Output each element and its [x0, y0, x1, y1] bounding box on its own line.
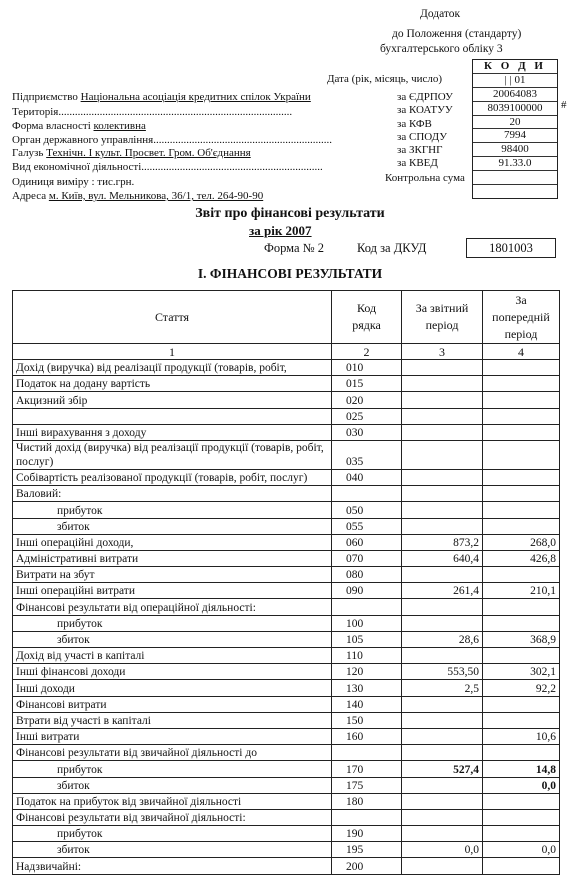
row-label: Інші операційні витрати — [13, 583, 332, 599]
row-label: Втрати від участі в капіталі — [13, 712, 332, 728]
header-code — [332, 291, 402, 344]
row-label: Фінансові результати від звичайної діяльності до — [13, 745, 332, 761]
annex-line-3: бухгалтерського обліку 3 — [380, 43, 503, 55]
row-code: 190 — [332, 826, 402, 842]
table-row — [13, 793, 560, 809]
table-row — [13, 631, 560, 647]
row-current-value — [402, 826, 483, 842]
code-zkgng: 98400 — [473, 143, 557, 157]
row-label: прибуток — [13, 826, 332, 842]
annex-line-1: Додаток — [420, 8, 461, 20]
report-period: за рік 2007 — [249, 223, 312, 238]
table-row — [13, 486, 560, 502]
row-current-value: 640,4 — [402, 550, 483, 566]
row-previous-value — [482, 712, 559, 728]
row-code — [332, 599, 402, 615]
table-row — [13, 745, 560, 761]
row-previous-value — [482, 440, 559, 469]
row-label: Валовий: — [13, 486, 332, 502]
row-label: Фінансові результати від операційної діяльності: — [13, 599, 332, 615]
row-code: 020 — [332, 392, 402, 408]
row-code: 180 — [332, 793, 402, 809]
enterprise-value: Національна асоціація кредитних спілок України — [80, 91, 311, 103]
row-code — [332, 809, 402, 825]
row-previous-value — [482, 826, 559, 842]
table-row — [13, 696, 560, 712]
row-previous-value — [482, 502, 559, 518]
territory-label: Територія..................................................................................... — [12, 106, 293, 118]
row-label: Акцизний збір — [13, 392, 332, 408]
row-current-value: 28,6 — [402, 631, 483, 647]
row-previous-value — [482, 518, 559, 534]
row-current-value — [402, 424, 483, 440]
header-previous — [482, 291, 559, 344]
row-current-value — [402, 712, 483, 728]
code-edrpou: 20064083 — [473, 88, 557, 102]
branch-value: Технічн. І культ. Просвет. Гром. Об'єднання — [46, 147, 251, 159]
col-num-2: 2 — [332, 344, 402, 360]
row-label: Інші витрати — [13, 728, 332, 744]
branch-label: Галузь — [12, 147, 44, 159]
dkud-code-box: 1801003 — [466, 238, 556, 258]
date-label: Дата (рік, місяць, число) — [327, 73, 443, 85]
row-previous-value: 268,0 — [482, 534, 559, 550]
report-title: Звіт про фінансові результати — [195, 206, 385, 221]
row-label: Дохід від участі в капіталі — [13, 648, 332, 664]
row-current-value: 553,50 — [402, 664, 483, 680]
row-previous-value: 302,1 — [482, 664, 559, 680]
row-previous-value: 210,1 — [482, 583, 559, 599]
table-row — [13, 376, 560, 392]
row-current-value — [402, 518, 483, 534]
row-label: прибуток — [13, 615, 332, 631]
table-row — [13, 392, 560, 408]
table-row — [13, 469, 560, 485]
table-row — [13, 842, 560, 858]
row-previous-value: 426,8 — [482, 550, 559, 566]
row-label: Інші фінансові доходи — [13, 664, 332, 680]
row-label: прибуток — [13, 761, 332, 777]
row-label: Податок на прибуток від звичайної діяльності — [13, 793, 332, 809]
row-label — [13, 408, 332, 424]
row-current-value: 873,2 — [402, 534, 483, 550]
row-code: 025 — [332, 408, 402, 424]
table-header-row — [13, 291, 560, 344]
row-code: 040 — [332, 469, 402, 485]
table-row — [13, 408, 560, 424]
header-previous-text: За попередній період — [492, 292, 550, 341]
table-row — [13, 761, 560, 777]
row-current-value — [402, 809, 483, 825]
section-title: І. ФІНАНСОВІ РЕЗУЛЬТАТИ — [197, 266, 383, 281]
row-label: Інші доходи — [13, 680, 332, 696]
table-row — [13, 534, 560, 550]
row-current-value — [402, 599, 483, 615]
row-label: Інші операційні доходи, — [13, 534, 332, 550]
row-current-value — [402, 745, 483, 761]
col-num-4: 4 — [482, 344, 559, 360]
table-row — [13, 518, 560, 534]
enterprise-row — [12, 91, 311, 103]
row-previous-value — [482, 486, 559, 502]
code-koatuu: 8039100000 — [473, 102, 557, 116]
row-previous-value — [482, 392, 559, 408]
row-code: 010 — [332, 360, 402, 376]
dkud-label: Код за ДКУД — [357, 241, 427, 255]
address-label: Адреса — [12, 190, 47, 202]
row-current-value — [402, 858, 483, 874]
table-row — [13, 648, 560, 664]
column-numbers-row — [13, 344, 560, 360]
row-previous-value — [482, 360, 559, 376]
table-row — [13, 680, 560, 696]
kfv-label: за КФВ — [397, 118, 432, 130]
row-code: 150 — [332, 712, 402, 728]
table-row — [13, 440, 560, 469]
row-code: 100 — [332, 615, 402, 631]
header-current-text: За звітний період — [415, 301, 469, 332]
row-current-value — [402, 696, 483, 712]
table-row — [13, 826, 560, 842]
row-previous-value: 10,6 — [482, 728, 559, 744]
row-previous-value: 0,0 — [482, 777, 559, 793]
row-label: прибуток — [13, 502, 332, 518]
row-label: Податок на додану вартість — [13, 376, 332, 392]
row-code: 160 — [332, 728, 402, 744]
row-previous-value — [482, 599, 559, 615]
col-num-3: 3 — [402, 344, 483, 360]
table-row — [13, 712, 560, 728]
code-kfv: 20 — [473, 116, 557, 130]
row-code: 070 — [332, 550, 402, 566]
code-control — [473, 171, 557, 185]
row-current-value: 2,5 — [402, 680, 483, 696]
row-code: 140 — [332, 696, 402, 712]
row-code: 195 — [332, 842, 402, 858]
row-code: 170 — [332, 761, 402, 777]
row-current-value — [402, 777, 483, 793]
row-previous-value — [482, 408, 559, 424]
table-row — [13, 599, 560, 615]
row-current-value — [402, 793, 483, 809]
row-label: Інші вирахування з доходу — [13, 424, 332, 440]
row-code: 200 — [332, 858, 402, 874]
row-code: 120 — [332, 664, 402, 680]
row-current-value — [402, 486, 483, 502]
table-row — [13, 615, 560, 631]
header-current — [402, 291, 483, 344]
row-previous-value — [482, 696, 559, 712]
row-label: збиток — [13, 842, 332, 858]
row-previous-value — [482, 424, 559, 440]
zkgng-label: за ЗКГНГ — [397, 144, 443, 156]
hash-mark: # — [561, 99, 567, 111]
row-previous-value — [482, 376, 559, 392]
address-row — [12, 190, 263, 202]
row-code: 055 — [332, 518, 402, 534]
table-row — [13, 567, 560, 583]
table-row — [13, 664, 560, 680]
table-row — [13, 583, 560, 599]
ownership-label: Форма власності — [12, 120, 91, 132]
table-row — [13, 424, 560, 440]
row-previous-value: 368,9 — [482, 631, 559, 647]
row-code — [332, 745, 402, 761]
row-label: Витрати на збут — [13, 567, 332, 583]
control-label: Контрольна сума — [385, 172, 465, 184]
row-label: Фінансові результати від звичайної діяльності: — [13, 809, 332, 825]
row-previous-value — [482, 809, 559, 825]
table-row — [13, 728, 560, 744]
row-code: 130 — [332, 680, 402, 696]
row-code: 030 — [332, 424, 402, 440]
codes-header: К О Д И — [473, 60, 557, 74]
row-code: 110 — [332, 648, 402, 664]
row-previous-value: 0,0 — [482, 842, 559, 858]
table-row — [13, 550, 560, 566]
table-row — [13, 809, 560, 825]
row-code: 035 — [332, 440, 402, 469]
row-current-value — [402, 615, 483, 631]
row-current-value — [402, 469, 483, 485]
row-current-value — [402, 728, 483, 744]
row-current-value — [402, 376, 483, 392]
annex-line-2: до Положення (стандарту) — [392, 28, 522, 40]
unit-label: Одиниця виміру : тис.грн. — [12, 176, 135, 188]
row-current-value — [402, 360, 483, 376]
address-value: м. Київ, вул. Мельникова, 36/1, тел. 264-90-90 — [48, 190, 264, 202]
row-label: збиток — [13, 777, 332, 793]
row-label: Надзвичайні: — [13, 858, 332, 874]
row-code: 090 — [332, 583, 402, 599]
row-current-value — [402, 440, 483, 469]
col-num-1: 1 — [13, 344, 332, 360]
row-code: 050 — [332, 502, 402, 518]
table-row — [13, 360, 560, 376]
table-row — [13, 858, 560, 874]
ownership-value: колективна — [93, 120, 146, 132]
row-code: 080 — [332, 567, 402, 583]
gov-label: Орган державного управління................................................................. — [12, 134, 332, 146]
row-current-value — [402, 648, 483, 664]
row-label: Адміністративні витрати — [13, 550, 332, 566]
row-previous-value — [482, 469, 559, 485]
koatuu-label: за КОАТУУ — [397, 104, 453, 116]
header-code-text: Код рядка — [352, 301, 381, 332]
ownership-row — [12, 120, 146, 132]
code-date: | | 01 — [473, 74, 557, 88]
row-current-value: 527,4 — [402, 761, 483, 777]
spodu-label: за СПОДУ — [397, 131, 448, 143]
branch-row — [12, 147, 251, 159]
row-current-value — [402, 567, 483, 583]
code-extra — [473, 185, 557, 198]
edrpou-label: за ЄДРПОУ — [397, 91, 453, 103]
activity-label: Вид економічної діяльності.................................................................. — [12, 161, 323, 173]
row-previous-value — [482, 793, 559, 809]
row-current-value: 261,4 — [402, 583, 483, 599]
table-row — [13, 502, 560, 518]
row-previous-value — [482, 615, 559, 631]
kved-label: за КВЕД — [397, 157, 438, 169]
row-label: Собівартість реалізованої продукції (товарів, робіт, послуг) — [13, 469, 332, 485]
row-code: 060 — [332, 534, 402, 550]
row-label: збиток — [13, 518, 332, 534]
form-number: Форма № 2 — [264, 241, 324, 255]
row-current-value — [402, 502, 483, 518]
row-previous-value — [482, 648, 559, 664]
row-previous-value — [482, 858, 559, 874]
row-current-value: 0,0 — [402, 842, 483, 858]
row-code: 175 — [332, 777, 402, 793]
enterprise-label: Підприємство — [12, 91, 78, 103]
row-previous-value — [482, 567, 559, 583]
table-row — [13, 777, 560, 793]
row-label: збиток — [13, 631, 332, 647]
row-code: 015 — [332, 376, 402, 392]
row-current-value — [402, 408, 483, 424]
row-current-value — [402, 392, 483, 408]
row-label: Чистий дохід (виручка) від реалізації продукції (товарів, робіт, послуг) — [13, 440, 332, 469]
code-spodu: 7994 — [473, 129, 557, 143]
code-kved: 91.33.0 — [473, 157, 557, 171]
row-label: Фінансові витрати — [13, 696, 332, 712]
header-article: Стаття — [13, 291, 332, 344]
codes-box — [472, 59, 558, 199]
row-previous-value: 92,2 — [482, 680, 559, 696]
row-code: 105 — [332, 631, 402, 647]
row-label: Дохід (виручка) від реалізації продукції (товарів, робіт, — [13, 360, 332, 376]
row-code — [332, 486, 402, 502]
financial-results-table — [12, 290, 560, 875]
row-previous-value — [482, 745, 559, 761]
row-previous-value: 14,8 — [482, 761, 559, 777]
